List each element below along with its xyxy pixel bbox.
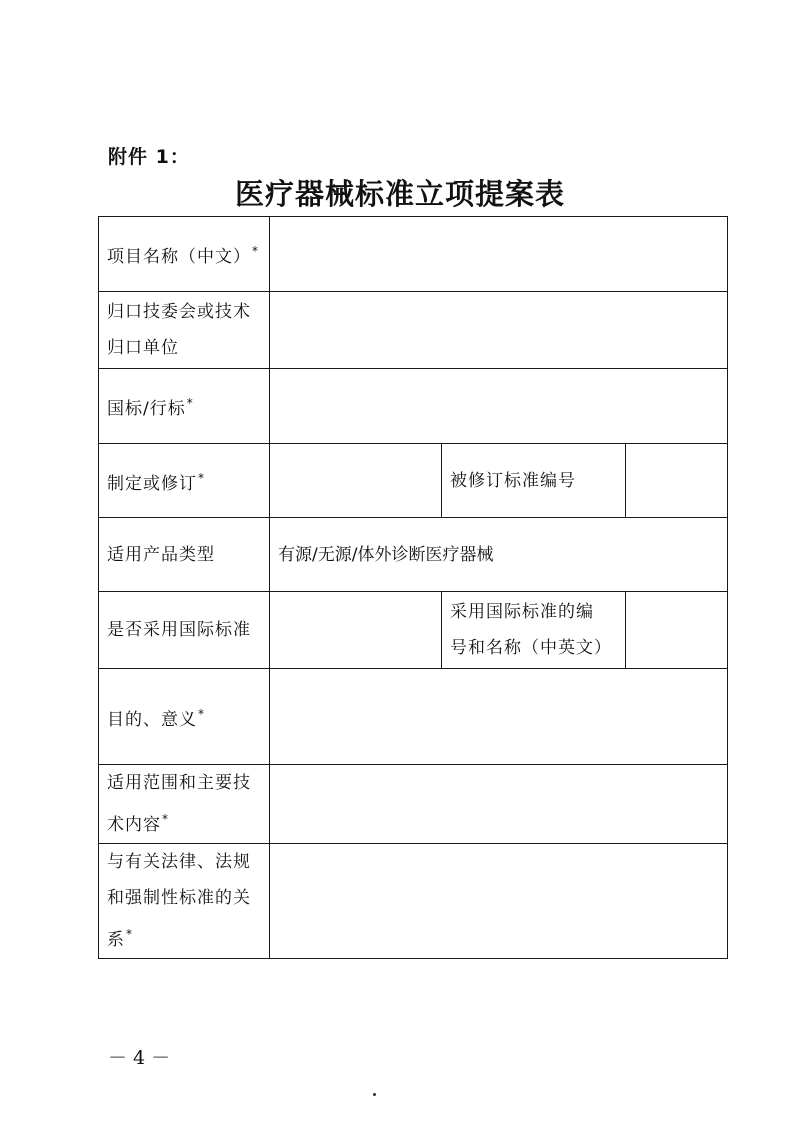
standard-type-label: 国标/行标* [99,369,270,444]
revised-standard-no-field[interactable] [626,444,728,518]
intl-standard-name-field[interactable] [626,592,728,669]
table-row [99,518,728,592]
scan-speck [373,1093,376,1096]
legal-relation-field[interactable] [270,844,728,959]
required-mark: * [198,706,205,721]
revision-label: 制定或修订* [99,444,270,518]
purpose-field[interactable] [270,669,728,765]
revision-field[interactable] [270,444,442,518]
committee-field[interactable] [270,292,728,369]
project-name-field[interactable] [270,217,728,292]
revised-standard-no-label: 被修订标准编号 [442,444,626,518]
table-row [99,292,728,369]
page-number: － 4 － [108,1047,171,1069]
table-row [99,369,728,444]
required-mark: * [252,244,259,258]
required-mark: * [126,927,133,941]
table-row [99,592,728,669]
scope-field[interactable] [270,765,728,844]
table-row [99,444,728,518]
table-row [99,217,728,292]
product-type-label: 适用产品类型 [99,518,270,592]
attachment-label: 附件 1： [108,146,190,168]
table-row [99,844,728,959]
proposal-form-table [98,216,728,959]
page-title: 医疗器械标准立项提案表 [234,177,565,211]
required-mark: * [162,812,169,826]
legal-relation-label: 与有关法律、法规 和强制性标准的关 系* [99,844,270,959]
committee-label: 归口技委会或技术 归口单位 [99,292,270,369]
purpose-label: 目的、意义* [99,669,270,765]
project-name-label: 项目名称（中文）* [99,217,270,292]
required-mark: * [186,396,194,410]
intl-standard-label: 是否采用国际标准 [99,592,270,669]
required-mark: * [198,470,205,485]
intl-standard-field[interactable] [270,592,442,669]
standard-type-field[interactable] [270,369,728,444]
product-type-field[interactable]: 有源/无源/体外诊断医疗器械 [270,518,728,592]
scope-label: 适用范围和主要技 术内容* [99,765,270,844]
table-row [99,669,728,765]
intl-standard-name-label: 采用国际标准的编 号和名称（中英文） [442,592,626,669]
table-row [99,765,728,844]
